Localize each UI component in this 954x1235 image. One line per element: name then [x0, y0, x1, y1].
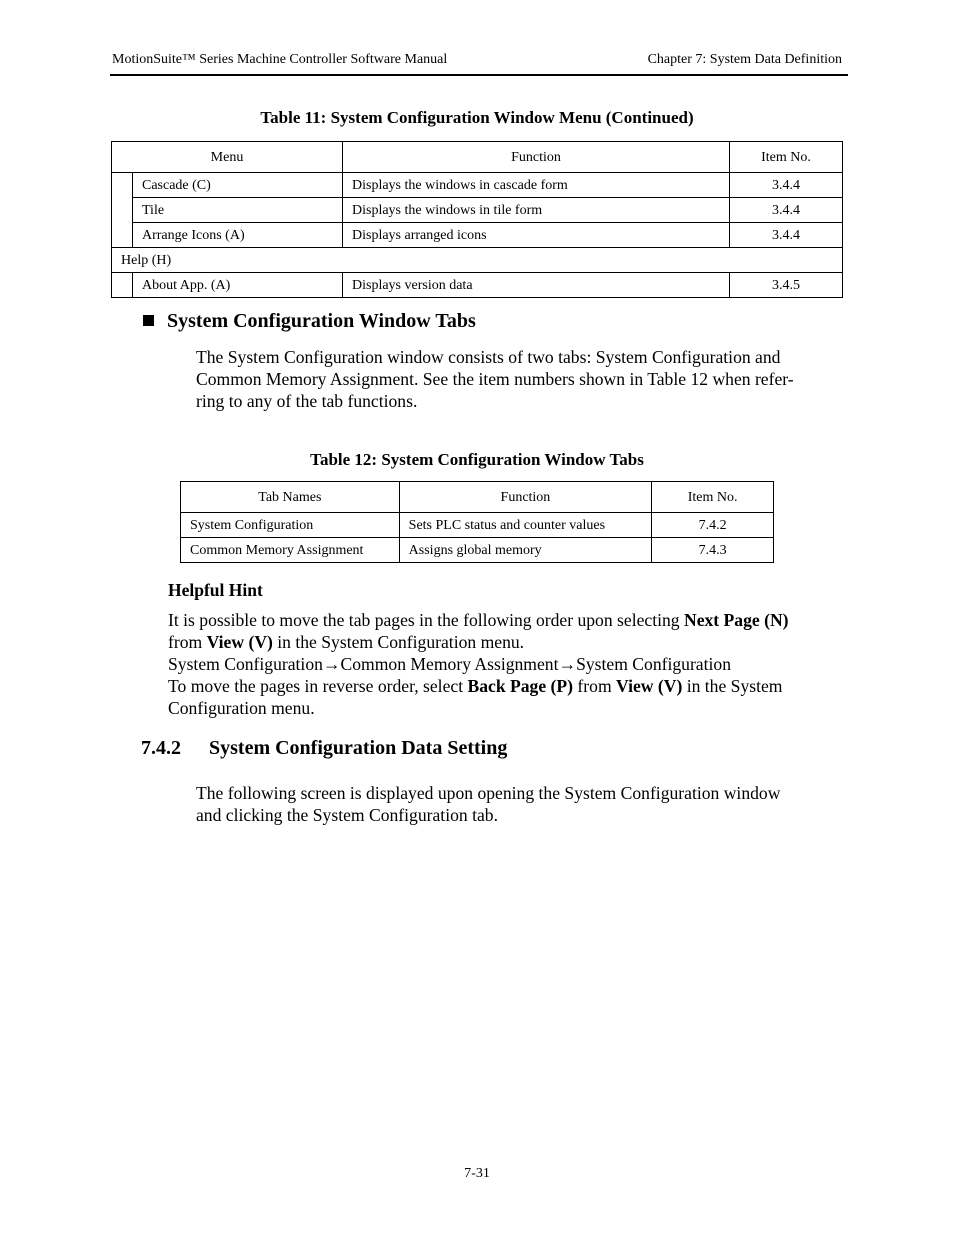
hint-line: System Configuration→Common Memory Assignment→System Configuration	[168, 654, 731, 674]
table-12-header-row	[181, 482, 774, 513]
section-742-heading	[141, 737, 507, 760]
helpful-hint-body	[168, 609, 838, 719]
helpful-hint-title: Helpful Hint	[168, 580, 263, 600]
hint-line: from View (V) in the System Configuration menu.	[168, 632, 525, 652]
table-row	[112, 198, 843, 223]
section-742-paragraph	[196, 782, 780, 826]
table-12	[180, 481, 774, 563]
table-header-cell: Function	[399, 482, 652, 513]
menu-cell: Arrange Icons (A)	[133, 223, 343, 248]
item-cell: 7.4.2	[652, 513, 774, 538]
square-bullet-icon	[143, 315, 154, 326]
table-header-cell: Menu	[112, 142, 343, 173]
section-number: 7.4.2	[141, 737, 181, 759]
function-cell: Displays the windows in cascade form	[343, 173, 730, 198]
header-rule	[110, 74, 848, 76]
group-cell: Help (H)	[112, 248, 843, 273]
function-cell: Displays arranged icons	[343, 223, 730, 248]
item-cell: 3.4.4	[730, 198, 843, 223]
menu-cell: Cascade (C)	[133, 173, 343, 198]
table-header-cell: Item No.	[730, 142, 843, 173]
menu-cell: Tile	[133, 198, 343, 223]
tab-name-cell: Common Memory Assignment	[181, 538, 400, 563]
table-11-caption: Table 11: System Configuration Window Menu (Continued)	[260, 108, 694, 127]
paragraph-line: and clicking the System Configuration tab.	[196, 805, 498, 825]
paragraph-line: The following screen is displayed upon opening the System Configuration window	[196, 783, 781, 803]
running-header-title: MotionSuite™ Series Machine Controller Software Manual	[112, 52, 448, 67]
table-row	[181, 538, 774, 563]
table-header-cell: Item No.	[652, 482, 774, 513]
tabs-paragraph	[196, 346, 794, 412]
page-number: 7-31	[464, 1166, 490, 1181]
section-heading-text: System Configuration Window Tabs	[167, 310, 476, 332]
table-header-cell: Tab Names	[181, 482, 400, 513]
running-header-chapter: Chapter 7: System Data Definition	[647, 52, 842, 67]
hint-line: It is possible to move the tab pages in the following order upon selecting Next Page (N)	[168, 610, 789, 630]
hint-line: To move the pages in reverse order, select Back Page (P) from View (V) in the System	[168, 676, 783, 696]
table-row	[181, 513, 774, 538]
paragraph-line: The System Configuration window consists of two tabs: System Configuration and	[196, 347, 781, 367]
table-11	[111, 141, 843, 298]
indent-cell	[112, 273, 133, 298]
section-heading-tabs	[143, 310, 476, 333]
table-12-caption: Table 12: System Configuration Window Tabs	[310, 450, 644, 469]
table-row	[112, 273, 843, 298]
hint-line: Configuration menu.	[168, 698, 315, 718]
table-11-header-row	[112, 142, 843, 173]
function-cell: Assigns global memory	[399, 538, 652, 563]
table-header-cell: Function	[343, 142, 730, 173]
section-title: System Configuration Data Setting	[209, 737, 508, 759]
table-row	[112, 223, 843, 248]
function-cell: Sets PLC status and counter values	[399, 513, 652, 538]
table-row	[112, 173, 843, 198]
item-cell: 3.4.4	[730, 223, 843, 248]
tab-name-cell: System Configuration	[181, 513, 400, 538]
table-group-row	[112, 248, 843, 273]
function-cell: Displays version data	[343, 273, 730, 298]
paragraph-line: ring to any of the tab functions.	[196, 391, 418, 411]
indent-cell	[112, 173, 133, 248]
item-cell: 7.4.3	[652, 538, 774, 563]
menu-cell: About App. (A)	[133, 273, 343, 298]
paragraph-line: Common Memory Assignment. See the item numbers shown in Table 12 when refer-	[196, 369, 794, 389]
item-cell: 3.4.5	[730, 273, 843, 298]
function-cell: Displays the windows in tile form	[343, 198, 730, 223]
item-cell: 3.4.4	[730, 173, 843, 198]
